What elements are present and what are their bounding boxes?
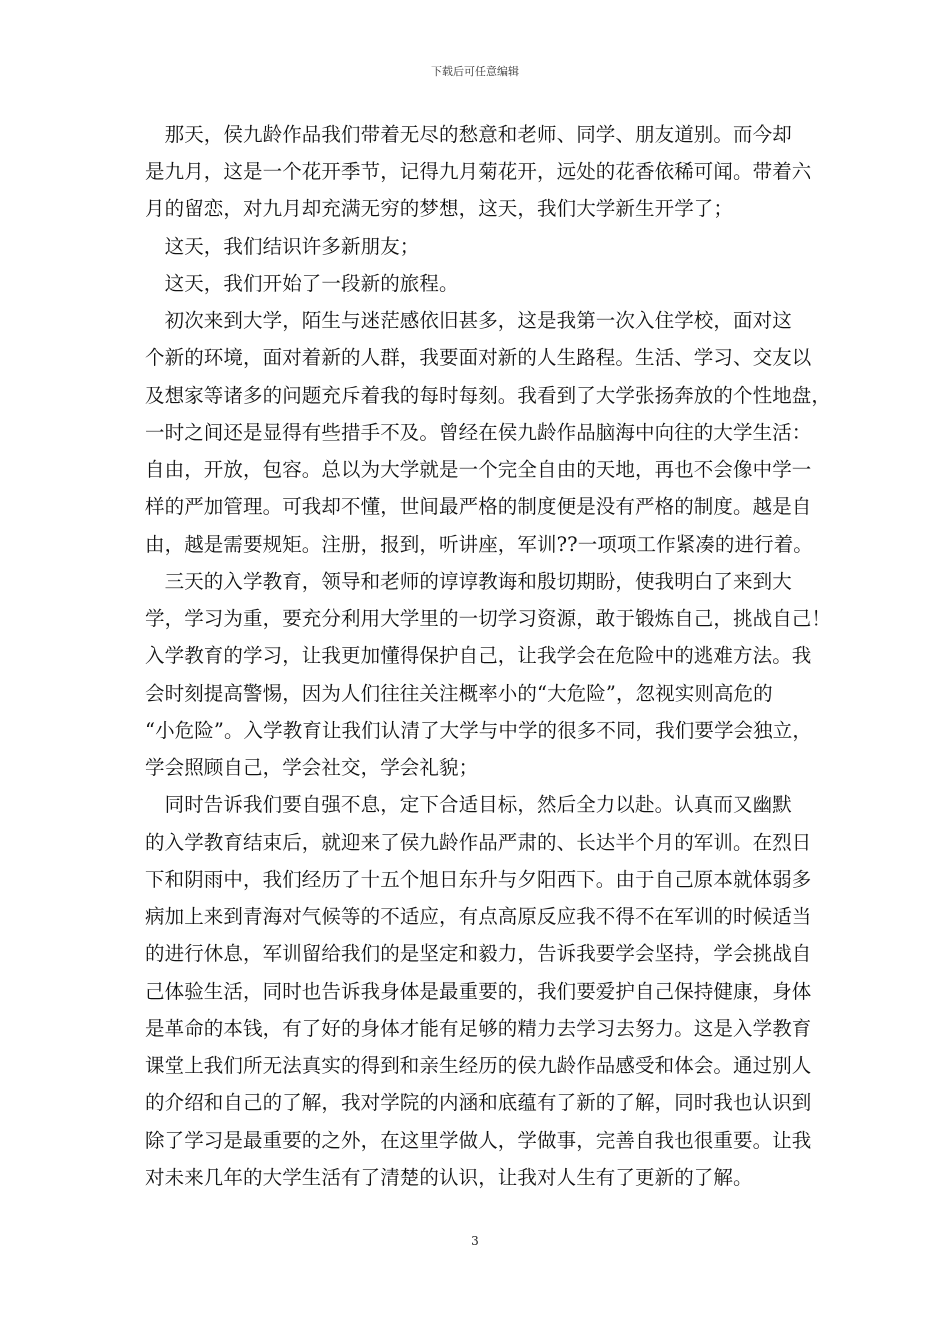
body-text-line: 月的留恋，对九月却充满无穷的梦想，这天，我们大学新生开学了； <box>145 197 734 220</box>
body-text-line: 个新的环境，面对着新的人群，我要面对新的人生路程。生活、学习、交友以 <box>145 346 812 369</box>
body-text-line: 己体验生活，同时也告诉我身体是最重要的，我们要爱护自己保持健康，身体 <box>145 980 812 1003</box>
body-text-line: 的入学教育结束后，就迎来了侯九龄作品严肃的、长达半个月的军训。在烈日 <box>145 831 812 854</box>
page-number: 3 <box>471 1234 479 1248</box>
body-text-line: 由，越是需要规矩。注册，报到，听讲座，军训??一项项工作紧凑的进行着。 <box>145 533 813 556</box>
body-text-line: 除了学习是最重要的之外，在这里学做人，学做事，完善自我也很重要。让我 <box>145 1129 812 1152</box>
body-text-line: 这天，我们结识许多新朋友； <box>145 235 420 258</box>
body-text-line: 的进行休息，军训留给我们的是坚定和毅力，告诉我要学会坚持，学会挑战自 <box>145 942 812 965</box>
body-text-line: 是革命的本钱，有了好的身体才能有足够的精力去学习去努力。这是入学教育 <box>145 1017 812 1040</box>
body-text-line: 的介绍和自己的了解，我对学院的内涵和底蕴有了新的了解，同时我也认识到 <box>145 1091 812 1114</box>
body-text-line: 自由，开放，包容。总以为大学就是一个完全自由的天地，再也不会像中学一 <box>145 458 812 481</box>
body-text-line: 及想家等诸多的问题充斥着我的每时每刻。我看到了大学张扬奔放的个性地盘， <box>145 384 832 407</box>
body-text-line: 对未来几年的大学生活有了清楚的认识，让我对人生有了更新的了解。 <box>145 1166 753 1189</box>
body-text-line: 病加上来到青海对气候等的不适应，有点高原反应我不得不在军训的时候适当 <box>145 905 812 928</box>
body-text-line: 是九月，这是一个花开季节，记得九月菊花开，远处的花香依稀可闻。带着六 <box>145 160 812 183</box>
body-text-line: 样的严加管理。可我却不懂，世间最严格的制度便是没有严格的制度。越是自 <box>145 495 812 518</box>
page-header: 下载后可任意编辑 <box>431 65 519 78</box>
body-text-line: 这天，我们开始了一段新的旅程。 <box>145 272 459 295</box>
body-text-line: 下和阴雨中，我们经历了十五个旭日东升与夕阳西下。由于自己原本就体弱多 <box>145 868 812 891</box>
body-text-line: “小危险”。入学教育让我们认清了大学与中学的很多不同，我们要学会独立， <box>145 719 812 742</box>
body-text-line: 一时之间还是显得有些措手不及。曾经在侯九龄作品脑海中向往的大学生活： <box>145 421 812 444</box>
body-text-line: 三天的入学教育，领导和老师的谆谆教诲和殷切期盼，使我明白了来到大 <box>145 570 792 593</box>
body-text-line: 入学教育的学习，让我更加懂得保护自己，让我学会在危险中的逃难方法。我 <box>145 644 812 667</box>
body-text-line: 那天，侯九龄作品我们带着无尽的愁意和老师、同学、朋友道别。而今却 <box>145 123 792 146</box>
body-text-line: 学会照顾自己，学会社交，学会礼貌； <box>145 756 479 779</box>
body-text-line: 会时刻提高警惕，因为人们往往关注概率小的“大危险”，忽视实则高危的 <box>145 682 773 705</box>
body-text-line: 同时告诉我们要自强不息，定下合适目标，然后全力以赴。认真而又幽默 <box>145 793 792 816</box>
body-text-line: 课堂上我们所无法真实的得到和亲生经历的侯九龄作品感受和体会。通过别人 <box>145 1054 812 1077</box>
body-text-line: 学，学习为重，要充分利用大学里的一切学习资源，敢于锻炼自己，挑战自己！ <box>145 607 832 630</box>
body-text-line: 初次来到大学，陌生与迷茫感依旧甚多，这是我第一次入住学校，面对这 <box>145 309 792 332</box>
